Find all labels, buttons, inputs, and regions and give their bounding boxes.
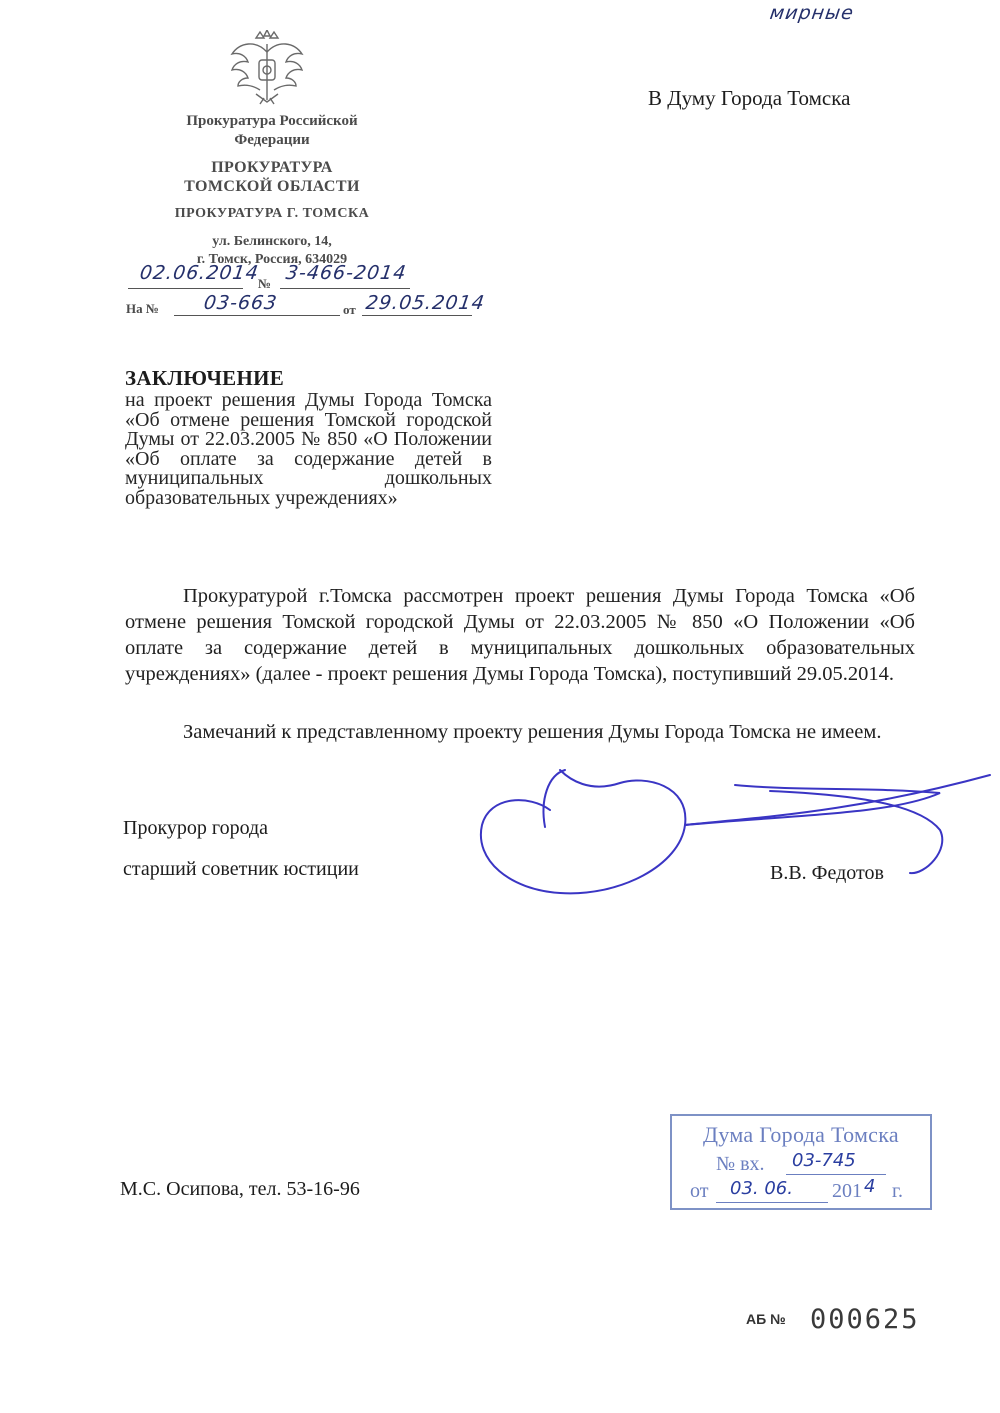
incoming-registration-stamp — [670, 1114, 932, 1210]
reference-date-line — [362, 314, 472, 316]
serial-label: АБ № — [746, 1311, 786, 1327]
outgoing-number: 3-466-2014 — [284, 262, 408, 284]
signatory-rank: старший советник юстиции — [123, 858, 359, 880]
stamp-number-line — [786, 1174, 886, 1175]
reference-number-label: На № — [126, 301, 159, 316]
letterhead-address-line1: ул. Белинского, 14, — [212, 234, 332, 249]
stamp-number-label: № вх. — [716, 1153, 765, 1175]
stamp-organization: Дума Города Томска — [703, 1122, 899, 1147]
stamp-date-day-month: 03. 06. — [730, 1178, 793, 1199]
document-title: ЗАКЛЮЧЕНИЕ — [125, 366, 285, 390]
stamp-date-year-suffix: 4 — [864, 1176, 876, 1197]
reference-date-label: от — [343, 302, 356, 317]
addressee: В Думу Города Томска — [648, 86, 851, 110]
reference-number: 03-663 — [202, 292, 279, 314]
outgoing-number-label: № — [258, 276, 272, 291]
corner-handwritten-note: мирные — [768, 2, 856, 24]
stamp-date-year-prefix: 201 — [832, 1180, 862, 1202]
signatory-position: Прокурор города — [123, 817, 269, 839]
handwritten-signature — [470, 755, 1000, 905]
letterhead-org-line1: Прокуратура Российской — [186, 113, 358, 129]
reference-number-line — [174, 314, 340, 316]
letterhead-org-line2: Федерации — [234, 132, 310, 148]
letterhead-regional-line2: ТОМСКОЙ ОБЛАСТИ — [184, 178, 360, 195]
body-paragraph-1: Прокуратурой г.Томска рассмотрен проект решения Думы Города Томска «Об отмене решения Томской городской Думы от 22.03.2005 № 850 «О Положении «Об оплате за содержание детей в муниципальных дошкольных образовательных учреждениях» (далее - проект решения Думы Города Томска), поступивший 29.05.2014. — [125, 585, 915, 685]
letterhead-city-office: ПРОКУРАТУРА Г. ТОМСКА — [174, 206, 370, 221]
serial-number: 000625 — [810, 1304, 920, 1335]
coat-of-arms-emblem — [226, 30, 308, 110]
outgoing-number-line — [280, 287, 410, 289]
letterhead-address-line2: г. Томск, Россия, 634029 — [196, 252, 348, 267]
stamp-number: 03-745 — [792, 1150, 856, 1171]
stamp-date-prefix: от — [690, 1180, 709, 1202]
outgoing-date-line — [128, 287, 243, 289]
body-paragraph-2: Замечаний к представленному проекту решения Думы Города Томска не имеем. — [183, 721, 882, 743]
document-subject: на проект решения Думы Города Томска «Об отмене решения Томской городской Думы от 22.03.2005 № 850 «О Положении «Об оплате за содержание детей в муниципальных дошкольных образовательных учреждениях» — [125, 389, 492, 509]
letterhead-regional-line1: ПРОКУРАТУРА — [211, 159, 333, 176]
letterhead-regional — [127, 158, 417, 196]
letterhead-organization — [127, 112, 417, 150]
outgoing-date: 02.06.2014 — [138, 262, 261, 284]
executor-contact: М.С. Осипова, тел. 53-16-96 — [120, 1178, 360, 1200]
stamp-date-line — [716, 1202, 828, 1203]
reference-date: 29.05.2014 — [364, 292, 487, 314]
signatory-name: В.В. Федотов — [770, 862, 884, 884]
stamp-date-suffix: г. — [892, 1180, 903, 1202]
